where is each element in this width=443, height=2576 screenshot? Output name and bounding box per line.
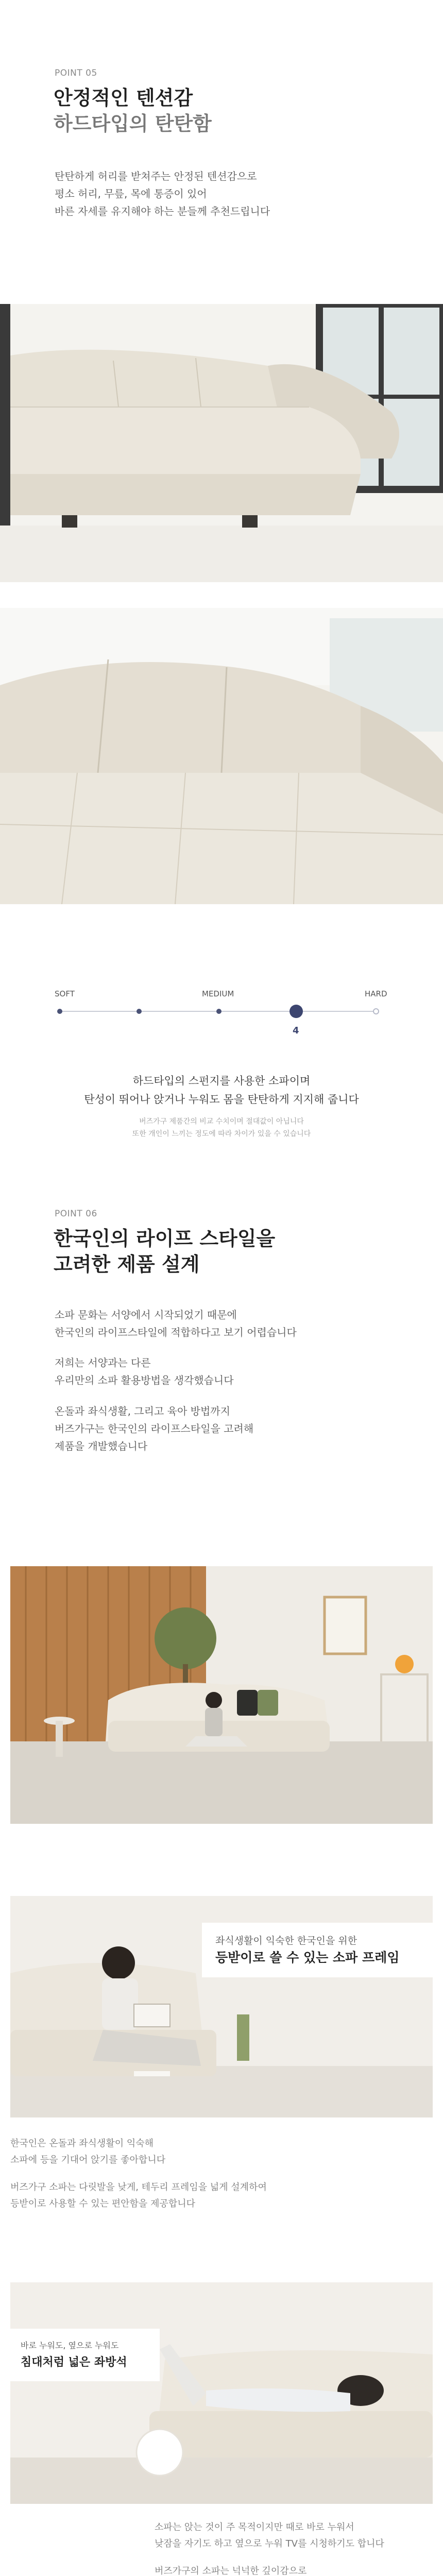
feature2-paragraph-1 — [155, 2519, 433, 2552]
section-subtitle: 하드타입의 탄탄함 — [54, 112, 212, 135]
scale-point — [57, 1009, 62, 1014]
paragraph-line: 낮잠을 자기도 하고 옆으로 누워 TV를 시청하기도 합니다 — [155, 2538, 384, 2549]
section-paragraph-1 — [55, 1306, 405, 1341]
feature-caption — [202, 1923, 433, 1977]
section-title: 한국인의 라이프 스타일을 — [54, 1227, 276, 1250]
paragraph-line: 소파 문화는 서양에서 시작되었기 때문에 — [55, 1309, 237, 1321]
section-title-line2: 고려한 제품 설계 — [54, 1253, 200, 1276]
paragraph-line: 버즈가구의 소파는 넉넉한 깊이감으로 — [155, 2566, 307, 2576]
lying-photo — [10, 2282, 433, 2504]
paragraph-line: 우리만의 소파 활용방법을 생각했습니다 — [55, 1374, 234, 1386]
paragraph-line: 소파는 앉는 것이 주 목적이지만 때로 바로 누워서 — [155, 2522, 354, 2533]
section-paragraph-2 — [55, 1354, 405, 1389]
description-line: 탄성이 뛰어나 앉거나 누워도 몸을 탄탄하게 지지해 줍니다 — [84, 1093, 359, 1106]
section-title: 안정적인 텐션감 — [54, 87, 193, 109]
paragraph-line: 온돌과 좌식생활, 그리고 육아 방법까지 — [55, 1405, 230, 1417]
paragraph-line: 등받이로 사용할 수 있는 편안함을 제공합니다 — [10, 2198, 195, 2209]
caption-title: 침대처럼 넓은 좌방석 — [21, 2356, 127, 2369]
paragraph-line: 버즈가구 소파는 다릿발을 낮게, 테두리 프레임을 넓게 설계하여 — [10, 2182, 267, 2193]
scale-point — [216, 1009, 222, 1014]
paragraph-line: 바른 자세를 유지해야 하는 분들께 추천드립니다 — [55, 205, 270, 217]
feature2-paragraph-2 — [155, 2563, 433, 2576]
caption-subtitle: 바로 누워도, 옆으로 누워도 — [21, 2341, 119, 2350]
paragraph-line: 소파에 등을 기대어 앉기를 좋아합니다 — [10, 2155, 166, 2165]
scale-point-selected — [289, 1005, 303, 1018]
reading-photo — [10, 1896, 433, 2117]
paragraph-line: 저희는 서양과는 다른 — [55, 1357, 151, 1369]
feature1-paragraph-2 — [10, 2179, 412, 2212]
caption-title: 등받이로 쓸 수 있는 소파 프레임 — [215, 1950, 400, 1965]
section-description — [55, 167, 395, 220]
note-line: 버즈가구 제품간의 비교 수치이며 절대값이 아닙니다 — [139, 1117, 304, 1126]
scale-selected-value: 4 — [293, 1025, 299, 1036]
point-label: POINT 05 — [55, 68, 97, 78]
paragraph-line: 평소 허리, 무릎, 목에 통증이 있어 — [55, 188, 207, 200]
paragraph-line: 제품을 개발했습니다 — [55, 1440, 148, 1452]
scale-point-end — [373, 1008, 379, 1014]
paragraph-line: 버즈가구는 한국인의 라이프스타일을 고려해 — [55, 1422, 254, 1435]
firmness-description — [0, 1072, 443, 1109]
living-room-photo — [10, 1566, 433, 1824]
paragraph-line: 한국인의 라이프스타일에 적합하다고 보기 어렵습니다 — [55, 1326, 297, 1338]
paragraph-line: 한국인은 온돌과 좌식생활이 익숙해 — [10, 2138, 154, 2149]
description-line: 하드타입의 스펀지를 사용한 소파이며 — [132, 1075, 311, 1087]
scale-label-medium: MEDIUM — [202, 989, 234, 998]
sofa-photo-closeup — [0, 608, 443, 904]
note-line: 또한 개인이 느끼는 정도에 따라 차이가 있을 수 있습니다 — [132, 1130, 311, 1138]
section-paragraph-3 — [55, 1402, 405, 1455]
paragraph-line: 탄탄하게 허리를 받쳐주는 안정된 텐션감으로 — [55, 170, 257, 182]
scale-label-hard: HARD — [365, 989, 387, 998]
caption-subtitle: 좌식생활이 익숙한 한국인을 위한 — [215, 1935, 357, 1946]
point-label: POINT 06 — [55, 1209, 97, 1219]
sofa-photo-window — [0, 304, 443, 582]
feature-caption — [10, 2329, 160, 2381]
scale-label-soft: SOFT — [55, 989, 75, 998]
scale-point — [137, 1009, 142, 1014]
feature1-paragraph-1 — [10, 2136, 412, 2168]
firmness-note — [0, 1115, 443, 1140]
